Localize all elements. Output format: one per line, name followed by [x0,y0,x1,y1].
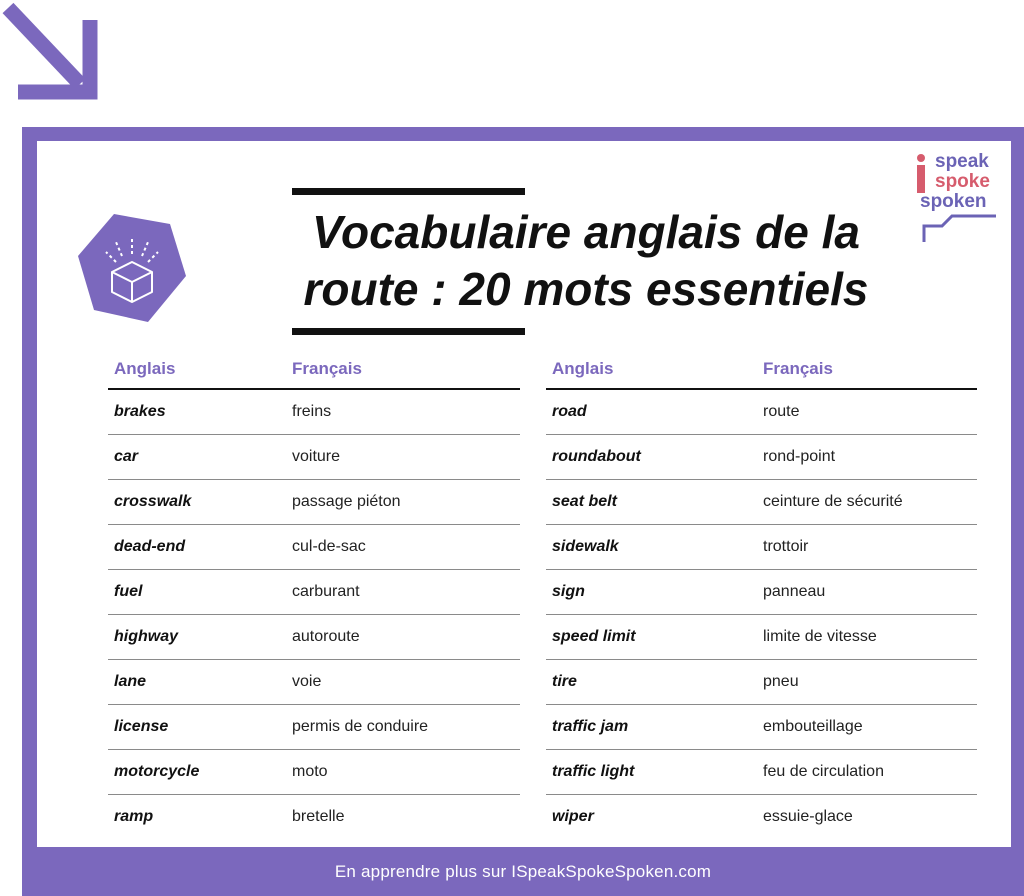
french-word: embouteillage [757,705,977,750]
english-word: lane [108,660,286,705]
table-row [108,660,520,705]
title-rule-bottom [292,328,525,335]
french-word: essuie-glace [763,808,853,825]
french-word: passage piéton [286,480,520,525]
table-row [546,615,977,660]
vocab-table-right [546,350,977,839]
table-row [108,525,520,570]
english-word: fuel [108,570,286,615]
english-word: traffic light [546,750,757,795]
page-title: Vocabulaire anglais de la route : 20 mots essentiels [303,206,869,315]
french-word: voiture [286,435,520,480]
table-row [108,795,520,840]
english-word: ramp [114,808,154,825]
header-french: Français [757,350,977,389]
header-french: Français [286,350,520,389]
table-header [108,350,520,389]
logo [920,152,990,212]
footer-text: En apprendre plus sur ISpeakSpokeSpoken.com [334,861,712,881]
table-row [546,389,977,435]
english-word: motorcycle [108,750,286,795]
table-header [546,350,977,389]
english-word: sidewalk [546,525,757,570]
table-row [108,389,520,435]
english-word: road [546,389,757,435]
french-word: pneu [757,660,977,705]
table-row [546,750,977,795]
french-word: voie [286,660,520,705]
french-word: cul-de-sac [286,525,520,570]
english-word: brakes [108,389,286,435]
english-word: dead-end [108,525,286,570]
english-word: wiper [552,808,594,825]
french-word: panneau [757,570,977,615]
table-row [546,795,977,840]
vocab-table-left [108,350,520,839]
table-row [108,705,520,750]
french-word: route [757,389,977,435]
french-word: trottoir [757,525,977,570]
french-word: autoroute [286,615,520,660]
french-word: carburant [286,570,520,615]
table-row [108,750,520,795]
english-word: speed limit [546,615,757,660]
title-rule-top [292,188,525,195]
english-word: tire [546,660,757,705]
table-row [546,705,977,750]
english-word: crosswalk [108,480,286,525]
table-row [546,660,977,705]
french-word: permis de conduire [286,705,520,750]
french-word: limite de vitesse [757,615,977,660]
english-word: license [108,705,286,750]
logo-line-1: speak [935,151,989,172]
table-row [108,435,520,480]
english-word: car [108,435,286,480]
table-row [108,570,520,615]
logo-line-3: spoken [920,191,987,212]
table-row [546,525,977,570]
table-row [108,480,520,525]
table-row [108,615,520,660]
english-word: seat belt [546,480,757,525]
english-word: roundabout [546,435,757,480]
french-word: ceinture de sécurité [757,480,977,525]
header-english: Anglais [108,350,286,389]
english-word: sign [546,570,757,615]
french-word: feu de circulation [757,750,977,795]
table-row [546,435,977,480]
table-row [546,570,977,615]
english-word: highway [108,615,286,660]
french-word: bretelle [292,808,345,825]
logo-line-2: spoke [935,171,990,192]
box-burst-icon [76,210,188,326]
french-word: rond-point [757,435,977,480]
french-word: freins [286,389,520,435]
header-english: Anglais [546,350,757,389]
english-word: traffic jam [546,705,757,750]
arrow-down-right-icon [0,0,100,104]
french-word: moto [286,750,520,795]
table-row [546,480,977,525]
